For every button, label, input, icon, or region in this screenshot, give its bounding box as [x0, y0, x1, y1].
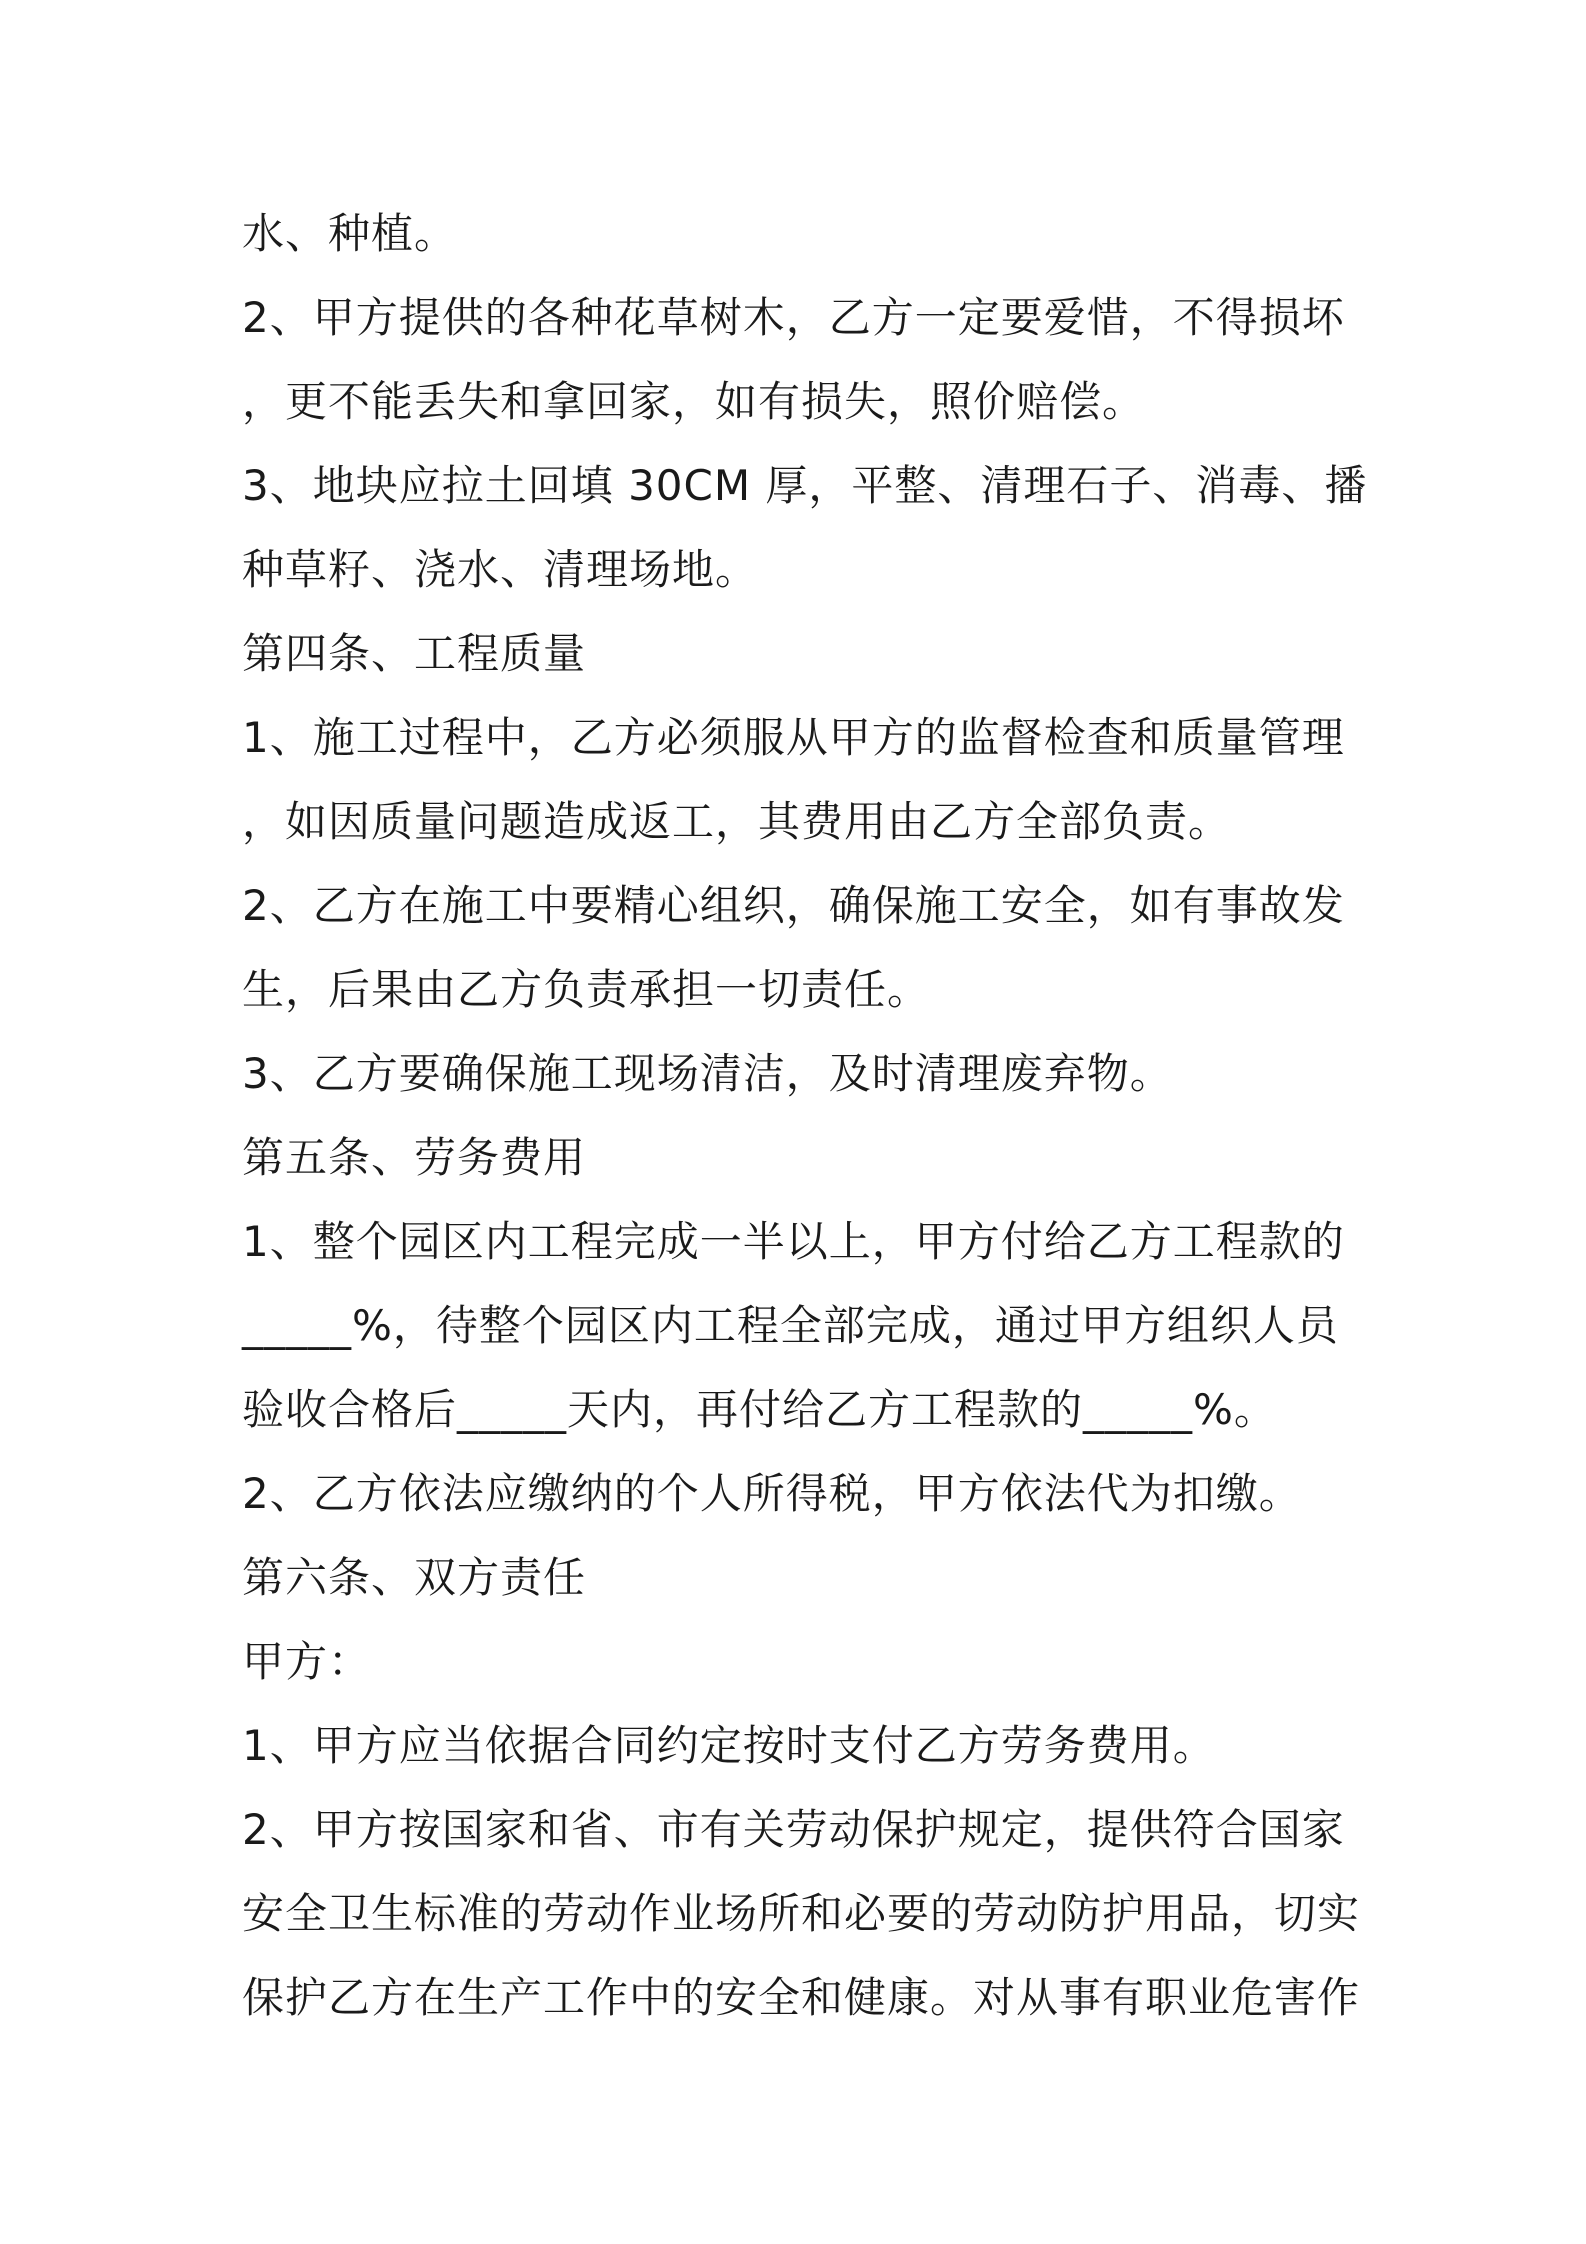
section-heading: 第六条、双方责任: [242, 1553, 587, 1602]
text-line: 3、地块应拉土回填 30CM 厚，平整、清理石子、消毒、播: [242, 461, 1368, 510]
text-line: 1、施工过程中，乙方必须服从甲方的监督检查和质量管理: [242, 713, 1345, 762]
text-line: 2、甲方按国家和省、市有关劳动保护规定，提供符合国家: [242, 1805, 1345, 1854]
text-line: 3、乙方要确保施工现场清洁，及时清理废弃物。: [242, 1049, 1173, 1098]
text-line: _____%，待整个园区内工程全部完成，通过甲方组织人员: [242, 1301, 1339, 1350]
text-line: 保护乙方在生产工作中的安全和健康。对从事有职业危害作: [242, 1973, 1361, 2022]
text-line: 2、乙方在施工中要精心组织，确保施工安全，如有事故发: [242, 881, 1345, 930]
text-line: 1、整个园区内工程完成一半以上，甲方付给乙方工程款的: [242, 1217, 1345, 1266]
document-body: [242, 192, 1368, 2040]
text-line: 验收合格后_____天内，再付给乙方工程款的_____%。: [242, 1385, 1277, 1434]
section-heading: 第四条、工程质量: [242, 629, 587, 678]
text-line: 种草籽、浇水、清理场地。: [242, 545, 759, 594]
section-heading: 第五条、劳务费用: [242, 1133, 587, 1182]
text-line: ，如因质量问题造成返工，其费用由乙方全部负责。: [242, 797, 1232, 846]
text-line: 2、乙方依法应缴纳的个人所得税，甲方依法代为扣缴。: [242, 1469, 1302, 1518]
text-line: 安全卫生标准的劳动作业场所和必要的劳动防护用品，切实: [242, 1889, 1361, 1938]
text-line: ，更不能丢失和拿回家，如有损失，照价赔偿。: [242, 377, 1146, 426]
party-label: 甲方：: [242, 1637, 372, 1686]
text-line: 水、种植。: [242, 209, 458, 258]
text-line: 生，后果由乙方负责承担一切责任。: [242, 965, 931, 1014]
text-line: 1、甲方应当依据合同约定按时支付乙方劳务费用。: [242, 1721, 1216, 1770]
text-line: 2、甲方提供的各种花草树木，乙方一定要爱惜，不得损坏: [242, 293, 1345, 342]
